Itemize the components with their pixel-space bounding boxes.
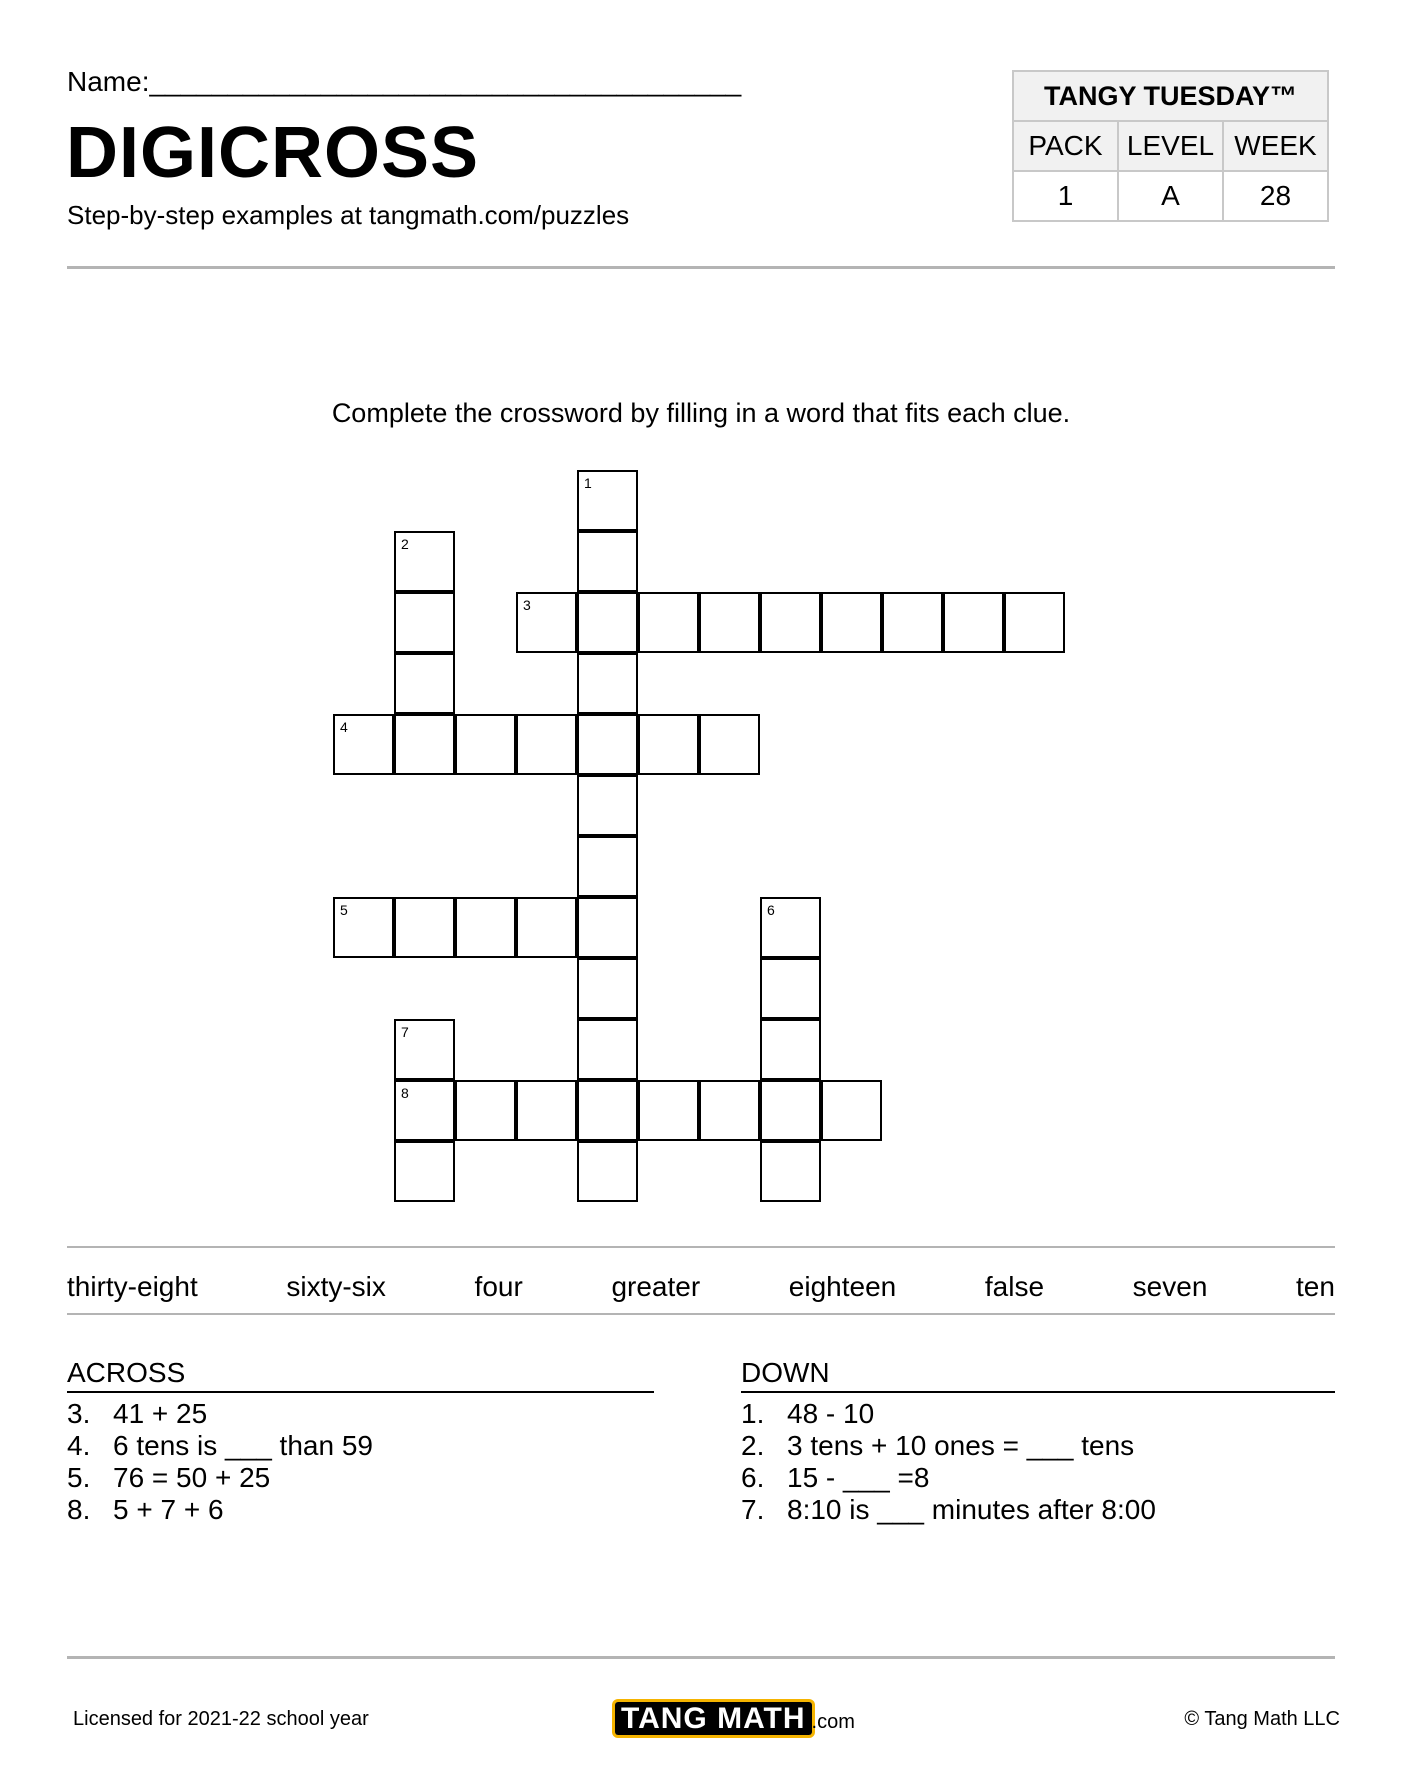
down-clue (741, 1462, 1156, 1494)
crossword-cell[interactable] (577, 1080, 638, 1141)
crossword-cell[interactable] (333, 897, 394, 958)
crossword-cell[interactable] (699, 1080, 760, 1141)
word-bank-item: thirty-eight (67, 1271, 198, 1302)
page-title: DIGICROSS (66, 113, 480, 193)
clue-text: 15 - ___ =8 (787, 1462, 930, 1493)
clue-text: 6 tens is ___ than 59 (113, 1430, 373, 1461)
license-text: Licensed for 2021-22 school year (73, 1708, 369, 1730)
pack-info-table (1012, 70, 1329, 222)
word-bank-item: four (474, 1271, 523, 1302)
crossword-cell[interactable] (394, 1080, 455, 1141)
crossword-cell[interactable] (516, 592, 577, 653)
week-value: 28 (1223, 171, 1328, 221)
crossword-cell[interactable] (394, 1141, 455, 1202)
footer-divider (67, 1656, 1335, 1659)
word-bank-item: ten (1296, 1271, 1335, 1302)
crossword-cell[interactable] (760, 592, 821, 653)
crossword-cell[interactable] (577, 1019, 638, 1080)
crossword-cell[interactable] (699, 592, 760, 653)
crossword-cell[interactable] (760, 958, 821, 1019)
crossword-cell[interactable] (577, 653, 638, 714)
logo-suffix: .com (811, 1711, 855, 1733)
crossword-cell[interactable] (455, 714, 516, 775)
across-clue (67, 1462, 373, 1494)
across-heading: ACROSS (67, 1357, 654, 1393)
down-heading: DOWN (741, 1357, 1335, 1393)
across-clue (67, 1398, 373, 1430)
clue-text: 3 tens + 10 ones = ___ tens (787, 1430, 1135, 1461)
across-clue (67, 1494, 373, 1526)
level-label: LEVEL (1118, 121, 1223, 171)
cell-number: 1 (584, 475, 592, 491)
cell-number: 4 (340, 719, 348, 735)
crossword-cell[interactable] (638, 592, 699, 653)
crossword-cell[interactable] (638, 714, 699, 775)
down-clue (741, 1494, 1156, 1526)
copyright-text: © Tang Math LLC (1184, 1708, 1340, 1730)
crossword-cell[interactable] (821, 1080, 882, 1141)
instructions: Complete the crossword by filling in a word that fits each clue. (331, 398, 1071, 428)
week-label: WEEK (1223, 121, 1328, 171)
word-bank-item: seven (1132, 1271, 1208, 1302)
clue-text: 41 + 25 (113, 1398, 208, 1429)
logo-brand: TANG MATH (615, 1702, 812, 1735)
cell-number: 7 (401, 1024, 409, 1040)
crossword-cell[interactable] (699, 714, 760, 775)
crossword-cell[interactable] (333, 714, 394, 775)
name-field[interactable]: Name:______________________________________ (67, 66, 742, 97)
crossword-cell[interactable] (943, 592, 1004, 653)
across-clues (67, 1398, 373, 1526)
table-title: TANGY TUESDAY™ (1013, 71, 1328, 121)
crossword-cell[interactable] (394, 531, 455, 592)
crossword-cell[interactable] (577, 470, 638, 531)
clue-number: 1. (741, 1398, 765, 1429)
crossword-cell[interactable] (455, 897, 516, 958)
crossword-cell[interactable] (882, 592, 943, 653)
word-bank-item: false (984, 1271, 1045, 1302)
crossword-cell[interactable] (455, 1080, 516, 1141)
cell-number: 3 (523, 597, 531, 613)
crossword-cell[interactable] (760, 1080, 821, 1141)
crossword-cell[interactable] (394, 897, 455, 958)
crossword-cell[interactable] (577, 958, 638, 1019)
clue-number: 7. (741, 1494, 765, 1525)
crossword-cell[interactable] (577, 775, 638, 836)
crossword-cell[interactable] (516, 1080, 577, 1141)
crossword-cell[interactable] (394, 592, 455, 653)
pack-value: 1 (1013, 171, 1118, 221)
clue-number: 3. (67, 1398, 91, 1429)
clue-number: 5. (67, 1462, 91, 1493)
crossword-cell[interactable] (394, 653, 455, 714)
crossword-cell[interactable] (638, 1080, 699, 1141)
clue-number: 6. (741, 1462, 765, 1493)
across-clue (67, 1430, 373, 1462)
clue-number: 4. (67, 1430, 91, 1461)
clue-number: 2. (741, 1430, 765, 1461)
crossword-cell[interactable] (577, 592, 638, 653)
clue-text: 5 + 7 + 6 (113, 1494, 224, 1525)
clue-text: 48 - 10 (787, 1398, 875, 1429)
word-bank-top-divider (67, 1246, 1335, 1248)
word-bank (67, 1271, 1335, 1303)
word-bank-item: sixty-six (286, 1271, 386, 1302)
crossword-grid (333, 470, 1063, 1200)
crossword-cell[interactable] (577, 714, 638, 775)
crossword-cell[interactable] (760, 1019, 821, 1080)
cell-number: 8 (401, 1085, 409, 1101)
pack-label: PACK (1013, 121, 1118, 171)
word-bank-item: greater (611, 1271, 701, 1302)
clue-text: 8:10 is ___ minutes after 8:00 (787, 1494, 1156, 1525)
crossword-cell[interactable] (1004, 592, 1065, 653)
level-value: A (1118, 171, 1223, 221)
cell-number: 5 (340, 902, 348, 918)
crossword-cell[interactable] (821, 592, 882, 653)
word-bank-item: eighteen (788, 1271, 897, 1302)
clue-number: 8. (67, 1494, 91, 1525)
down-clue (741, 1398, 1156, 1430)
crossword-cell[interactable] (577, 836, 638, 897)
crossword-cell[interactable] (760, 1141, 821, 1202)
down-clue (741, 1430, 1156, 1462)
cell-number: 2 (401, 536, 409, 552)
crossword-cell[interactable] (577, 531, 638, 592)
crossword-cell[interactable] (577, 1141, 638, 1202)
subtitle: Step-by-step examples at tangmath.com/puzzles (67, 200, 630, 230)
crossword-cell[interactable] (394, 1019, 455, 1080)
crossword-cell[interactable] (516, 897, 577, 958)
tang-math-logo (615, 1702, 855, 1736)
crossword-cell[interactable] (577, 897, 638, 958)
header-divider (67, 266, 1335, 269)
down-clues (741, 1398, 1156, 1526)
crossword-cell[interactable] (394, 714, 455, 775)
clue-text: 76 = 50 + 25 (113, 1462, 271, 1493)
word-bank-bottom-divider (67, 1313, 1335, 1315)
cell-number: 6 (767, 902, 775, 918)
crossword-cell[interactable] (760, 897, 821, 958)
crossword-cell[interactable] (516, 714, 577, 775)
